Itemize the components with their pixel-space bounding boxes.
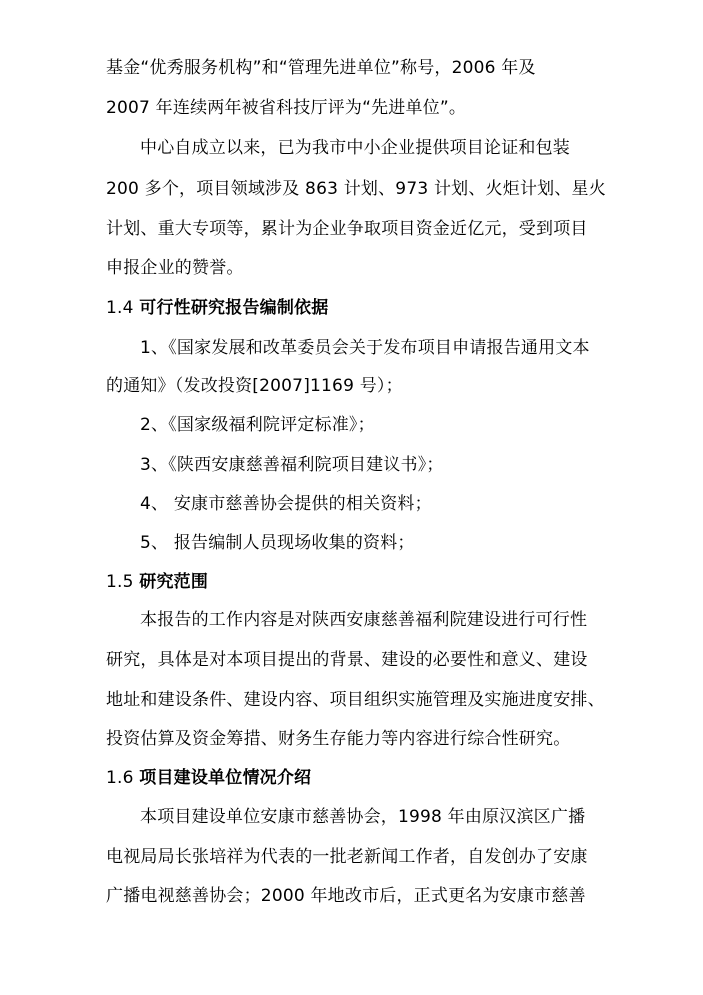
paragraph-line: 地址和建设条件、建设内容、项目组织实施管理及实施进度安排、 (106, 690, 605, 710)
list-item-continuation: 的通知》（发改投资[2007]1169 号）； (106, 376, 403, 396)
list-item: 2、《国家级福利院评定标准》； (140, 415, 375, 435)
paragraph-line: 200 多个，项目领域涉及 863 计划、973 计划、火炬计划、星火 (106, 179, 606, 199)
paragraph-line: 中心自成立以来，已为我市中小企业提供项目论证和包装 (140, 138, 570, 158)
paragraph-line: 本项目建设单位安康市慈善协会，1998 年由原汉滨区广播 (140, 807, 586, 827)
list-item: 3、《陕西安康慈善福利院项目建议书》； (140, 455, 444, 475)
paragraph-line: 2007 年连续两年被省科技厅评为“先进单位”。 (106, 98, 467, 118)
paragraph-line: 本报告的工作内容是对陕西安康慈善福利院建设进行可行性 (140, 610, 588, 630)
section-title: 可行性研究报告编制依据 (139, 298, 329, 318)
list-item: 5、 报告编制人员现场收集的资料； (140, 533, 415, 553)
section-number: 1.5 (106, 572, 134, 592)
section-number: 1.6 (106, 768, 134, 788)
paragraph-line: 研究，具体是对本项目提出的背景、建设的必要性和意义、建设 (106, 650, 588, 670)
paragraph-line: 投资估算及资金筹措、财务生存能力等内容进行综合性研究。 (106, 729, 571, 749)
section-title: 项目建设单位情况介绍 (139, 768, 312, 788)
paragraph-line: 基金“优秀服务机构”和“管理先进单位”称号，2006 年及 (106, 58, 536, 78)
list-item: 1、《国家发展和改革委员会关于发布项目申请报告通用文本 (140, 338, 590, 358)
paragraph-line: 申报企业的赞誉。 (106, 258, 244, 278)
section-title: 研究范围 (139, 572, 209, 592)
paragraph-line: 广播电视慈善协会；2000 年地改市后，正式更名为安康市慈善 (106, 886, 586, 906)
section-heading-1-6 (106, 766, 311, 790)
list-item: 4、 安康市慈善协会提供的相关资料； (140, 494, 432, 514)
paragraph-line: 电视局局长张培祥为代表的一批老新闻工作者，自发创办了安康 (106, 847, 588, 867)
section-heading-1-4 (106, 296, 328, 320)
section-number: 1.4 (106, 298, 134, 318)
paragraph-line: 计划、重大专项等，累计为企业争取项目资金近亿元，受到项目 (106, 219, 588, 239)
section-heading-1-5 (106, 570, 208, 594)
